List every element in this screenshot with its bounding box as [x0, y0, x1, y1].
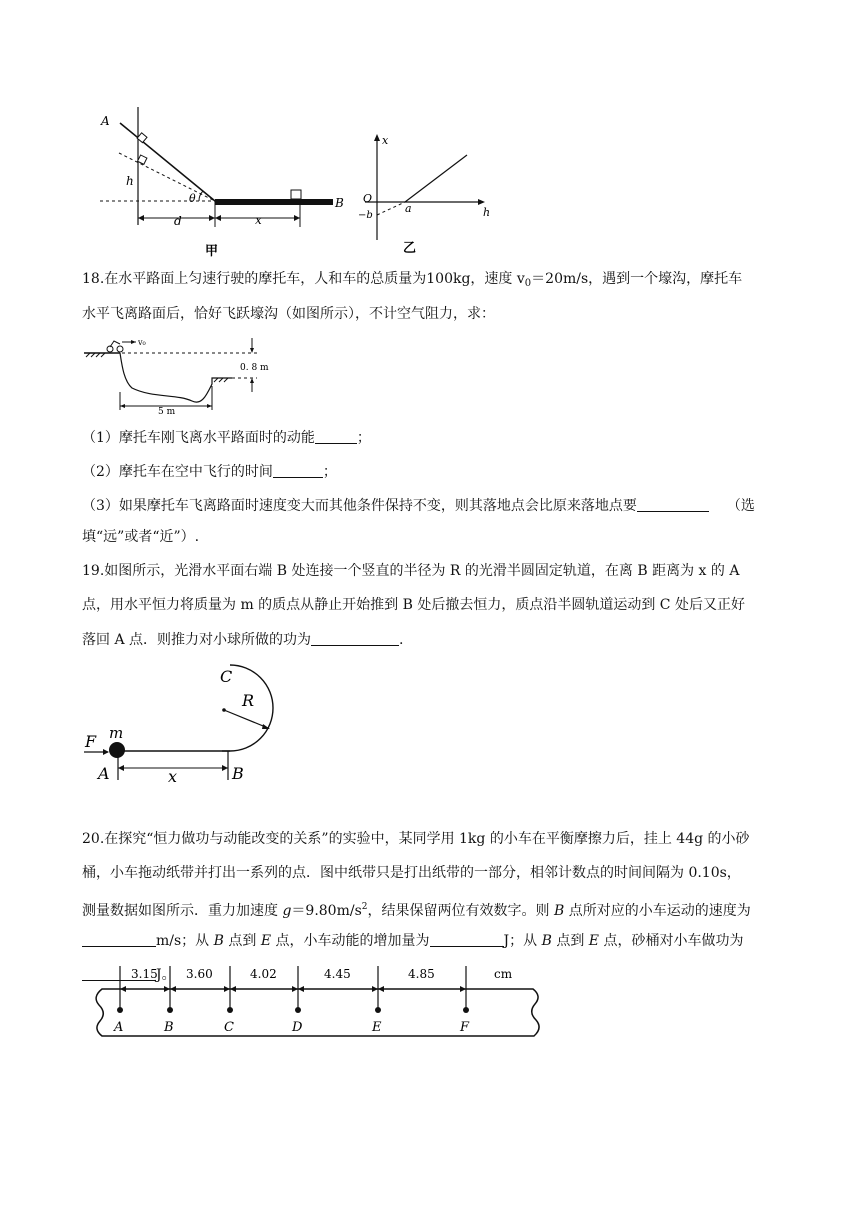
ditch-profile	[120, 353, 232, 402]
point-label-C: C	[224, 1020, 234, 1035]
v0-subscript: 0	[524, 278, 532, 289]
q19-line1	[82, 559, 739, 583]
right-hatch	[214, 378, 228, 382]
q20-answer-blank-1[interactable]	[82, 930, 156, 947]
point-label-D: D	[292, 1020, 303, 1035]
block-on-track	[291, 190, 301, 199]
q18-part1-text: （1）摩托车刚飞离水平路面时的动能	[82, 430, 315, 446]
q19-line2: 点，用水平恒力将质量为 m 的质点从静止开始推到 B 处后撤去恒力，质点沿半圆轨道运动到 C 处后又正好	[82, 597, 745, 613]
label-theta: θ	[189, 192, 196, 205]
origin-label: O	[363, 192, 373, 205]
q20-g: g	[282, 903, 292, 919]
label-d: d	[174, 214, 182, 228]
radius-line	[224, 710, 268, 728]
figure-jia	[95, 105, 345, 265]
q18-part2-text: （2）摩托车在空中飞行的时间	[82, 464, 273, 480]
label-r: R	[242, 691, 255, 710]
q20-text4c: 点，小车动能的增加量为	[271, 933, 430, 949]
q20-text3b: ＝9.80m/s	[291, 903, 362, 919]
v0-label: v₀	[138, 338, 146, 347]
point-label-A: A	[114, 1020, 124, 1035]
segment-value-3: 4.45	[324, 967, 351, 981]
axis-label-h: h	[483, 206, 491, 219]
q20-line1	[82, 827, 750, 851]
y-axis-arrow	[374, 134, 380, 141]
figure-label-yi: 乙	[403, 241, 417, 256]
q20-b1: B	[553, 903, 565, 919]
unit-label: cm	[494, 967, 513, 981]
q18-answer-blank-3[interactable]	[637, 495, 709, 512]
q20-text4e: 点到	[551, 933, 589, 949]
q20-b2: B	[213, 933, 224, 949]
label-b: B	[335, 196, 344, 210]
q18-text1b: ＝20m/s，遇到一个壕沟，摩托车	[531, 271, 743, 287]
q20-text3d: 点所对应的小车运动的速度为	[564, 903, 751, 919]
q19-end: .	[399, 632, 404, 648]
segment-value-1: 3.60	[186, 967, 213, 981]
block-on-incline	[137, 133, 147, 143]
block-on-dashed	[138, 155, 147, 164]
figure-label-jia: 甲	[205, 244, 219, 259]
q19-text1: 如图所示，光滑水平面右端 B 处连接一个竖直的半径为 R 的光滑半圆固定轨道，在离 B 距离为 x 的 A	[104, 563, 740, 579]
figure-yi	[355, 130, 505, 265]
dot-E	[375, 1007, 381, 1013]
figure-ditch	[82, 336, 282, 416]
q20-line2: 桶，小车拖动纸带并打出一系列的点．图中纸带只是打出纸带的一部分，相邻计数点的时间间隔为 0.10s，	[82, 865, 741, 881]
neg-b-label: −b	[358, 210, 373, 221]
q18-answer-blank-2[interactable]	[273, 461, 323, 478]
q18-answer-blank-1[interactable]	[315, 427, 357, 444]
q20-text3c: ，结果保留两位有效数字。则	[367, 903, 554, 919]
label-a: A	[101, 114, 110, 128]
q20-text1: 在探究“恒力做功与动能改变的关系”的实验中，某同学用 1kg 的小车在平衡摩擦力后，挂上 44g 的小砂	[104, 831, 750, 847]
q20-b3: B	[541, 933, 552, 949]
q20-text4b: 点到	[223, 933, 261, 949]
q20-number: 20.	[82, 831, 105, 847]
q20-text4d: J；从	[503, 933, 542, 949]
axis-label-x: x	[382, 134, 389, 147]
q20-line3	[82, 895, 751, 923]
segment-value-2: 4.02	[250, 967, 277, 981]
angle-arc	[199, 191, 203, 201]
q20-text5: J。	[156, 967, 176, 983]
q20-line4	[82, 929, 743, 953]
q18-part1-end: ；	[356, 430, 371, 446]
q18-part2-end: ；	[322, 464, 337, 480]
q20-answer-blank-2[interactable]	[430, 930, 504, 947]
dot-F	[463, 1007, 469, 1013]
v0-arrow-head	[131, 340, 136, 344]
label-x: x	[168, 767, 178, 786]
q18-part3-text: （3）如果摩托车飞离路面时速度变大而其他条件保持不变，则其落地点会比原来落地点要	[82, 498, 637, 514]
moto-wheel-2	[117, 346, 123, 352]
paper-tape-figure	[88, 962, 548, 1052]
segment-value-0: 3.15	[131, 967, 158, 981]
point-label-F: F	[460, 1020, 470, 1035]
q18-number: 18.	[82, 271, 105, 287]
height-arrowhead-top	[250, 348, 254, 353]
q18-part3-line1	[82, 494, 755, 518]
q19-answer-blank[interactable]	[311, 629, 399, 646]
segment-value-4: 4.85	[408, 967, 435, 981]
label-x: x	[255, 213, 262, 227]
q18-line1	[82, 267, 742, 296]
q20-e2: E	[588, 933, 600, 949]
q18-part2	[82, 460, 337, 484]
point-label-B: B	[164, 1020, 174, 1035]
label-b: B	[232, 764, 244, 783]
incline-line	[120, 123, 215, 201]
label-h: h	[126, 174, 134, 188]
q20-text4f: 点，砂桶对小车做功为	[599, 933, 744, 949]
width-label: 5 m	[158, 407, 176, 416]
q19-line3	[82, 628, 403, 652]
tape-body	[96, 989, 539, 1036]
q20-sup2: 2	[361, 902, 368, 912]
graph-line	[405, 155, 467, 202]
dot-D	[295, 1007, 301, 1013]
point-label-E: E	[372, 1020, 382, 1035]
dot-B	[167, 1007, 173, 1013]
a-label: a	[405, 202, 412, 215]
q20-e1: E	[260, 933, 272, 949]
q20-text3a: 测量数据如图所示．重力加速度	[82, 903, 283, 919]
q18-line2: 水平飞离路面后，恰好飞跃壕沟（如图所示），不计空气阻力，求：	[82, 306, 495, 322]
label-f: F	[85, 732, 97, 751]
force-arrow-head	[103, 749, 109, 755]
q18-part3-choose: （选	[726, 498, 755, 514]
figure-semicircle	[80, 662, 310, 787]
dot-C	[227, 1007, 233, 1013]
q18-part1	[82, 426, 371, 450]
dot-A	[117, 1007, 123, 1013]
label-m: m	[109, 724, 124, 742]
q18-text1: 在水平路面上匀速行驶的摩托车，人和车的总质量为100kg，速度 v	[104, 271, 525, 287]
ball-m	[109, 742, 125, 758]
h-axis-arrow	[478, 199, 485, 205]
q19-number: 19.	[82, 563, 105, 579]
height-label: 0. 8 m	[240, 363, 269, 373]
label-c: C	[220, 667, 233, 686]
height-arrowhead-bottom	[250, 378, 254, 383]
q19-text3: 落回 A 点．则推力对小球所做的功为	[82, 632, 312, 648]
graph-dashed	[377, 202, 405, 215]
label-a: A	[98, 764, 110, 783]
q20-text4a: m/s；从	[156, 933, 214, 949]
q18-part3-line2: 填“远”或者“近”）.	[82, 529, 200, 545]
